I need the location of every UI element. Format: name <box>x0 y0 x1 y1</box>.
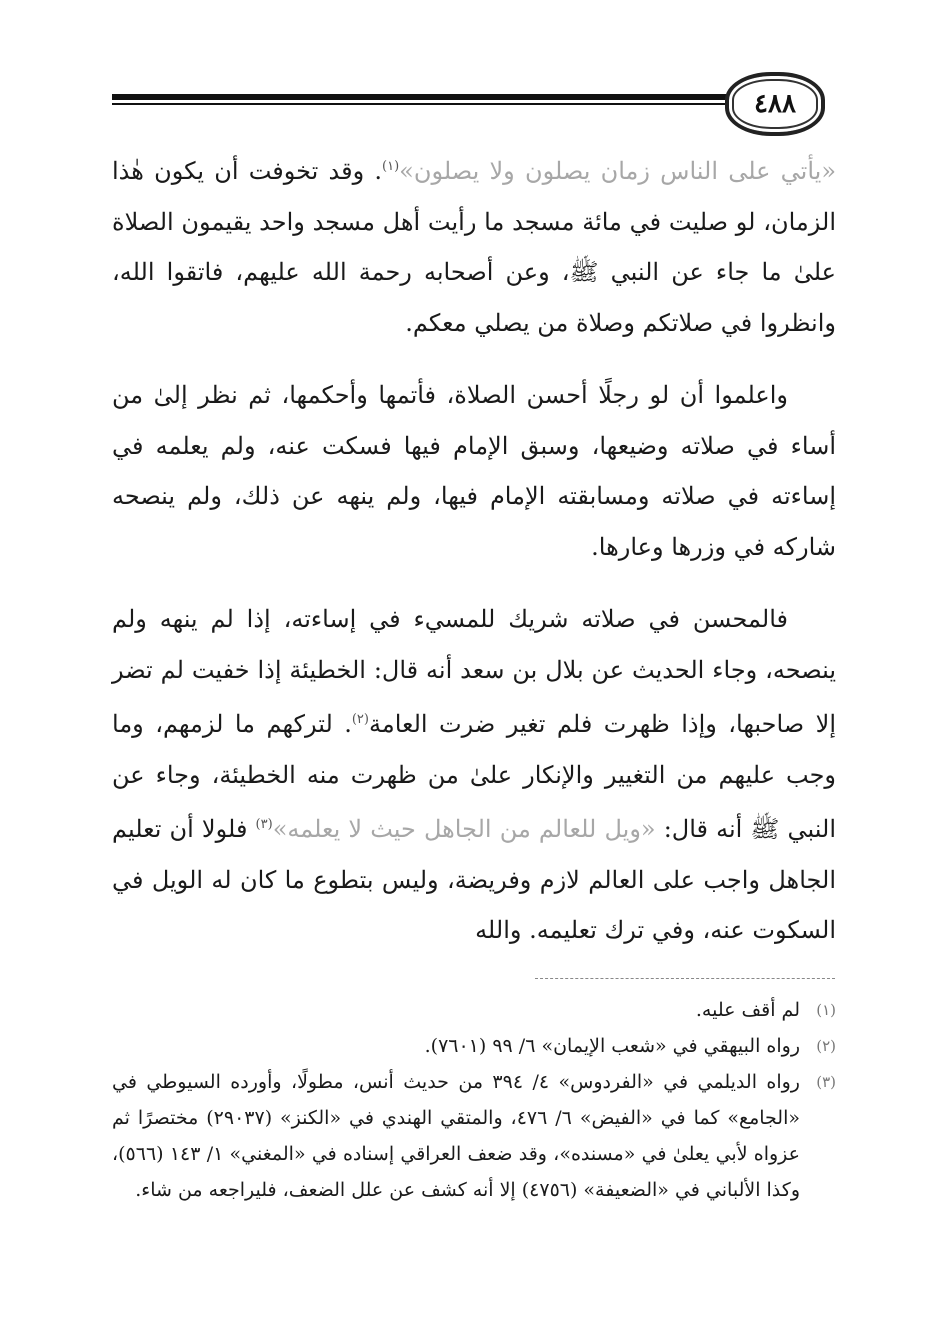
paragraph-3 <box>112 594 836 956</box>
page-header <box>112 72 837 132</box>
footnote-text: رواه الديلمي في «الفردوس» ٤/ ٣٩٤ من حديث أنس، مطولًا، وأورده السيوطي في «الجامع» كما في «الفيض» ٦/ ٤٧٦، والمتقي الهندي في «الكنز» (٢٩٠٣٧) مختصرًا ثم عزواه لأبي يعلىٰ في «مسنده»، وقد ضعف العراقي إسناده في «المغني» ١/ ١٤٣ (٥٦٦)، وكذا الألباني في «الضعيفة» (٤٧٥٦) إلا أنه كشف عن علل الضعف، فليراجعه من شاء. <box>112 1071 800 1201</box>
footnote-1 <box>112 992 836 1028</box>
footnote-3 <box>112 1064 836 1208</box>
page-number-badge <box>725 72 825 136</box>
paragraph-text: فالمحسن في صلاته شريك للمسيء في إساءته، إذا لم ينهه ولم ينصحه، وجاء الحديث عن بلال بن سعد أنه قال: الخطيئة إذا خفيت لم تضر إلا صاحبها، وإذا ظهرت فلم تغير ضرت العامة <box>112 605 836 738</box>
paragraph-2 <box>112 370 836 572</box>
main-text <box>112 142 836 956</box>
footnote-ref-3[interactable]: (٣) <box>255 817 273 832</box>
footnote-text: رواه البيهقي في «شعب الإيمان» ٦/ ٩٩ (٧٦٠١). <box>424 1035 800 1057</box>
footnote-number: (٢) <box>816 1037 836 1055</box>
footnote-text: لم أقف عليه. <box>695 999 800 1021</box>
footnote-separator <box>535 978 835 980</box>
footnote-number: (٣) <box>816 1073 836 1091</box>
paragraph-text: . وقد تخوفت أن يكون هٰذا الزمان، لو صليت في مائة مسجد ما رأيت أهل مسجد واحد يقيمون الصلاة علىٰ ما جاء عن النبي ﷺ، وعن أصحابه رحمة الله عليهم، فاتقوا الله، وانظروا في صلاتكم وصلاة من يصلي معكم. <box>112 157 836 337</box>
footnote-number: (١) <box>816 1001 836 1019</box>
paragraph-text: . لتركهم ما لزمهم، وما وجب عليهم من التغيير والإنكار علىٰ من ظهرت منه الخطيئة، وجاء عن النبي ﷺ أنه قال: <box>112 710 837 843</box>
paragraph-text: واعلموا أن لو رجلًا أحسن الصلاة، فأتمها وأحكمها، ثم نظر إلىٰ من أساء في صلاته وضيعها، وسبق الإمام فيها فسكت عنه، ولم يعلمه في إساءته في صلاته ومسابقته الإمام فيها، ولم ينهه عن ذلك، ولم ينصحه شاركه في وزرها وعارها. <box>112 381 836 561</box>
footnotes <box>112 992 836 1208</box>
footnote-2 <box>112 1028 836 1064</box>
paragraph-text: فلولا أن تعليم الجاهل واجب على العالم لازم وفريضة، وليس بتطوع ما كان له الويل في السكوت عنه، وفي ترك تعليمه. والله <box>112 815 836 944</box>
footnote-ref-1[interactable]: (١) <box>382 159 400 174</box>
hadith-quote: «يأتي على الناس زمان يصلون ولا يصلون» <box>399 157 837 185</box>
hadith-quote: «ويل للعالم من الجاهل حيث لا يعلمه» <box>272 815 656 843</box>
paragraph-1 <box>112 142 836 348</box>
page-number: ٤٨٨ <box>754 89 796 119</box>
header-rule-thin <box>112 103 727 105</box>
footnote-ref-2[interactable]: (٢) <box>351 712 369 727</box>
header-rule-thick <box>112 94 727 100</box>
